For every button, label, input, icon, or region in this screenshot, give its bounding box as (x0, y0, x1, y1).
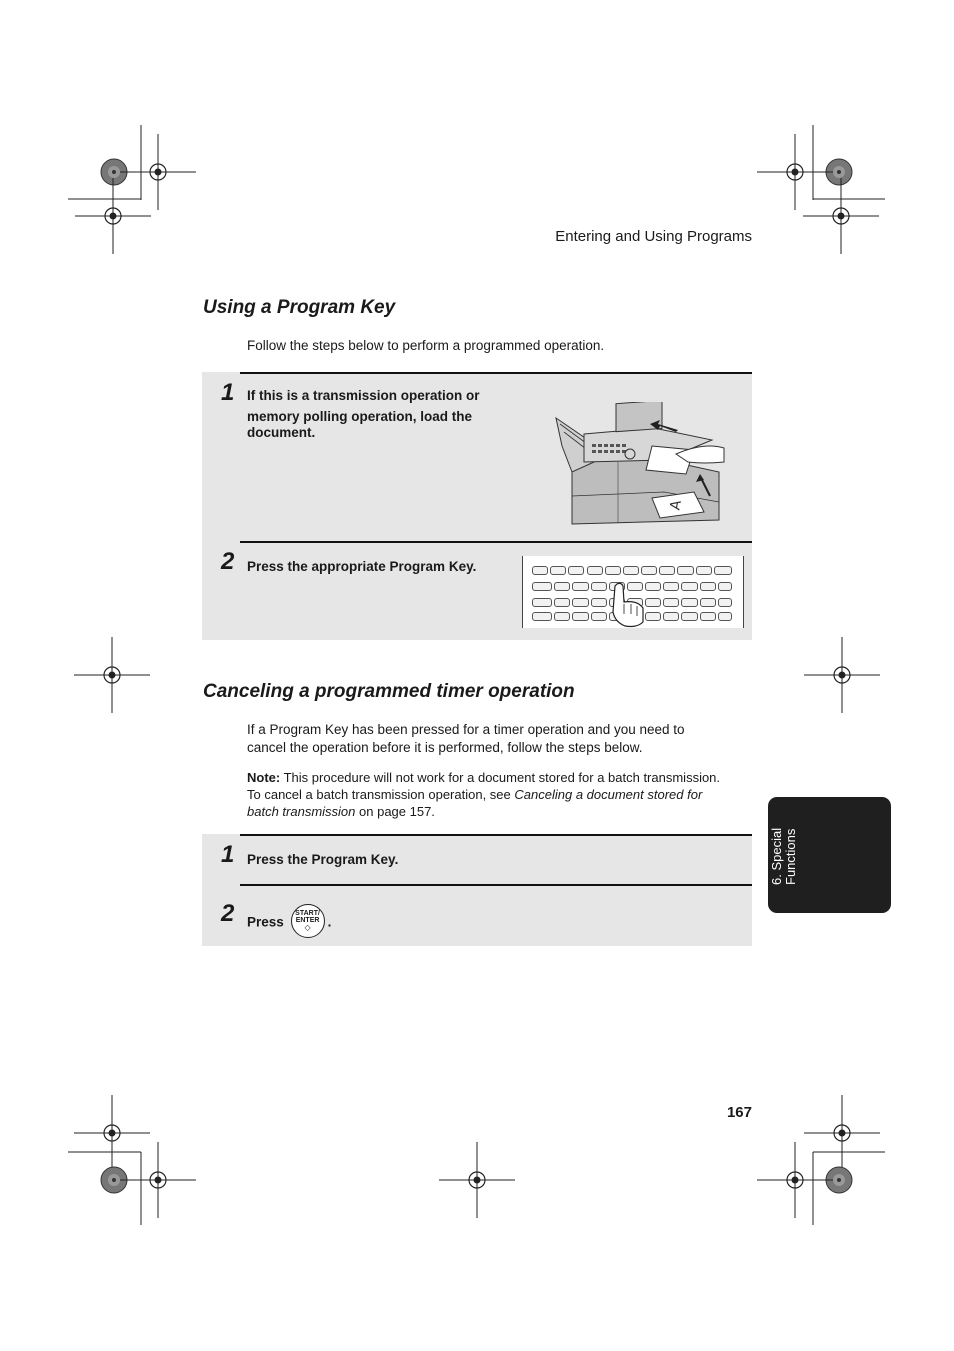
step-number: 2 (221, 900, 235, 927)
step-number: 1 (221, 379, 235, 406)
registration-mark-icon (803, 178, 879, 254)
fax-machine-icon (554, 402, 726, 526)
note-reference: Canceling a document stored for (514, 787, 703, 802)
registration-mark-icon (757, 1142, 833, 1218)
section-title-using-program-key: Using a Program Key (203, 297, 396, 318)
keyboard-icon (522, 556, 744, 628)
svg-text:A: A (667, 499, 685, 512)
start-enter-key-icon (291, 904, 325, 938)
step-instruction-text: Press (247, 914, 284, 930)
registration-mark-icon (439, 1142, 515, 1218)
registration-mark-icon (120, 1142, 196, 1218)
note-reference: batch transmission (247, 804, 356, 819)
step-divider (240, 372, 752, 374)
paragraph-line: If a Program Key has been pressed for a timer operation and you need to (247, 722, 685, 737)
pointing-hand-icon (607, 582, 647, 628)
paragraph-line: cancel the operation before it is performed, follow the steps below. (247, 740, 643, 755)
page-number: 167 (726, 1104, 752, 1121)
note-text: on page 157. (359, 804, 435, 819)
registration-mark-icon (75, 178, 151, 254)
note-text: This procedure will not work for a document stored for a batch transmission. (283, 770, 721, 785)
section-title-canceling-timer: Canceling a programmed timer operation (203, 681, 575, 702)
key-label: ENTER (295, 917, 320, 924)
chapter-tab-line: Functions (783, 828, 798, 885)
note (247, 769, 767, 820)
step-instruction-suffix: . (327, 914, 332, 930)
section2-paragraph (247, 721, 747, 757)
registration-mark-icon (74, 637, 150, 713)
registration-mark-icon (804, 1095, 880, 1171)
steps-panel-2 (202, 834, 752, 946)
step-instruction: Press the appropriate Program Key. (247, 559, 477, 574)
key-symbol: ◇ (304, 923, 311, 932)
step-instruction (247, 386, 480, 442)
step-number: 2 (221, 548, 235, 575)
step-instruction (247, 906, 331, 940)
step-divider (240, 541, 752, 543)
running-header: Entering and Using Programs (555, 228, 752, 245)
key-label: START/ (295, 910, 320, 917)
step-instruction-line: memory polling operation, load the (247, 409, 473, 424)
step-number: 1 (221, 841, 235, 868)
registration-mark-icon (74, 1095, 150, 1171)
note-text: To cancel a batch transmission operation, see (247, 787, 511, 802)
step-instruction: Press the Program Key. (247, 852, 399, 867)
step-divider (240, 884, 752, 886)
step-divider (240, 834, 752, 836)
note-label: Note: (247, 770, 281, 785)
step-instruction-line: If this is a transmission operation or (247, 388, 480, 403)
registration-mark-icon (804, 637, 880, 713)
chapter-tab-label (770, 821, 810, 885)
chapter-tab-line: 6. Special (769, 827, 784, 885)
step-instruction-line: document. (247, 425, 316, 440)
chapter-side-tab (768, 797, 891, 913)
section1-intro: Follow the steps below to perform a programmed operation. (247, 338, 605, 353)
steps-panel-1 (202, 372, 752, 640)
